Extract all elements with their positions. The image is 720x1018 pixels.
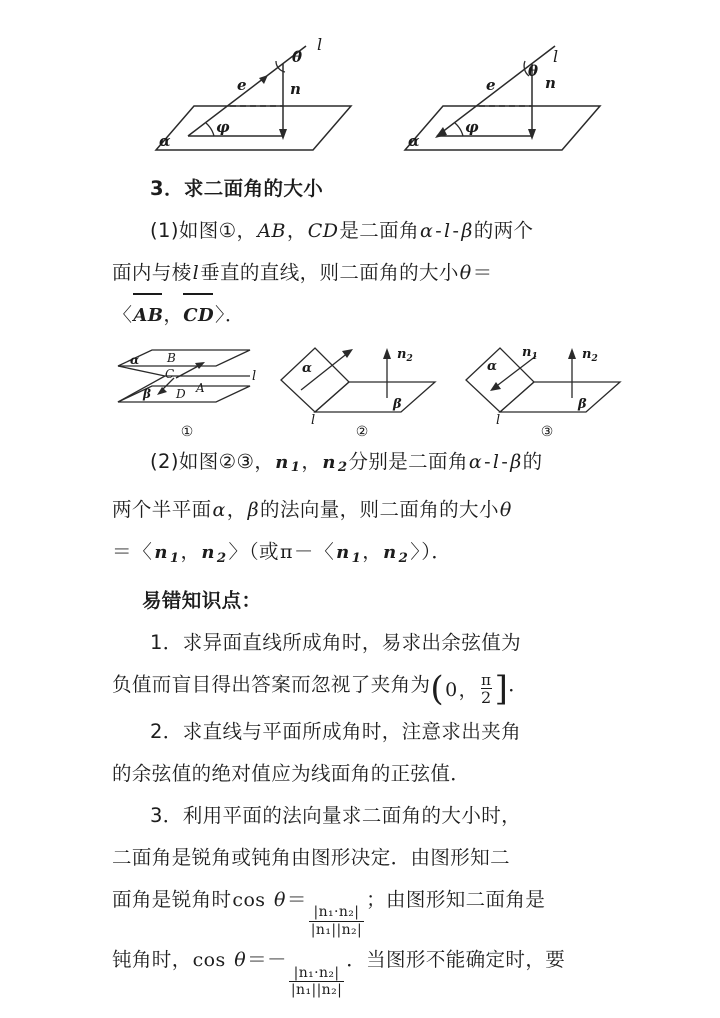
item1-theta: θ bbox=[459, 262, 472, 284]
figure1-caption: ① bbox=[180, 424, 194, 440]
section3-heading: 3．求二面角的大小 bbox=[150, 177, 324, 200]
interval-comma: ， bbox=[458, 678, 478, 701]
cos-label-1: cos bbox=[232, 888, 266, 911]
item2-line2a: 两个半平面 bbox=[112, 498, 212, 522]
item1-line2a: 面内与棱 bbox=[112, 261, 192, 284]
item1-tail: 的两个 bbox=[473, 219, 534, 242]
item1-dash1: - bbox=[435, 220, 443, 242]
figure3-caption: ③ bbox=[540, 424, 554, 440]
item2-minus: － bbox=[293, 540, 314, 564]
pitfall-1-text2: 负值而盲目得出答案而忽视了夹角为 bbox=[112, 672, 431, 696]
item2-line3-comma: ， bbox=[180, 540, 201, 564]
pitfall-2-number: 2． bbox=[150, 719, 183, 743]
item2-line3-end: ）． bbox=[421, 540, 452, 564]
pi-over-two bbox=[478, 673, 495, 706]
pitfall-1-line2 bbox=[112, 665, 622, 710]
item2-n2: n bbox=[322, 452, 336, 473]
item1-eq: ＝ bbox=[472, 261, 493, 284]
pitfall-3-number: 3． bbox=[150, 803, 183, 827]
minus-2: － bbox=[267, 947, 287, 971]
figure1-svg bbox=[110, 340, 265, 426]
item2-l: l bbox=[492, 451, 500, 473]
svg-text:n: n bbox=[545, 74, 556, 92]
figure-dihedral-2 bbox=[275, 340, 450, 440]
item2-n1: n bbox=[275, 452, 289, 473]
item2-tail: 的 bbox=[522, 450, 543, 473]
figure2-svg bbox=[275, 340, 450, 426]
formula-denominator-2: |n₁||n₂| bbox=[290, 982, 343, 999]
item2-mid: 分别是二面角 bbox=[348, 450, 468, 473]
cos-formula-obtuse bbox=[287, 966, 346, 998]
pitfall-3-line4 bbox=[112, 940, 622, 998]
item2-line3-n2-sub: 2 bbox=[216, 550, 227, 566]
top-figure-row bbox=[134, 28, 622, 163]
item2-line3b-n2: n bbox=[383, 542, 397, 564]
item2-line1 bbox=[112, 442, 622, 488]
pitfall-2-text1: 求直线与平面所成角时，注意求出夹角 bbox=[182, 719, 522, 743]
item2-line2 bbox=[112, 490, 622, 530]
item2-line3b-n2-sub: 2 bbox=[398, 550, 409, 566]
svg-text:n2: $n_2$ bbox=[396, 347, 413, 364]
item2-line3b-comma: ， bbox=[362, 540, 383, 564]
svg-text:n1: $n_1$ bbox=[521, 345, 538, 362]
item2-line3b-n1: n bbox=[336, 542, 350, 564]
section3-item1-line3 bbox=[112, 295, 622, 336]
item1-beta: β bbox=[461, 220, 473, 242]
item2-line3-eq: ＝ bbox=[112, 540, 132, 564]
pitfall-3-line2: 二面角是锐角或钝角由图形决定．由图形知二 bbox=[112, 845, 511, 869]
interval-close-bracket: ] bbox=[494, 669, 509, 710]
figure-dihedral-1 bbox=[110, 340, 265, 440]
vector-AB: AB bbox=[133, 296, 163, 336]
pitfall-3-line4a: 钝角时， bbox=[112, 947, 192, 971]
item1-prefix: (1)如图①， bbox=[150, 219, 257, 242]
item2-line3-n2: n bbox=[201, 542, 215, 564]
formula-denominator-1: |n₁||n₂| bbox=[310, 922, 363, 939]
figure-right-svg bbox=[395, 28, 610, 163]
item2-angle-close-2: 〉 bbox=[410, 541, 421, 564]
svg-text:φ: φ bbox=[465, 118, 479, 136]
item2-line3b-n1-sub: 1 bbox=[351, 550, 362, 566]
pitfall-1-text1: 求异面直线所成角时，易求出余弦值为 bbox=[182, 630, 522, 654]
item2-line3 bbox=[112, 532, 622, 578]
svg-text:α: α bbox=[486, 359, 497, 374]
vector-CD: CD bbox=[183, 296, 214, 336]
svg-text:l: l bbox=[495, 413, 500, 426]
item1-comma: ， bbox=[286, 219, 307, 242]
svg-text:l: l bbox=[310, 413, 315, 426]
formula-numerator-1: |n₁·n₂| bbox=[313, 904, 360, 921]
item2-line2-comma: ， bbox=[226, 498, 247, 522]
theta-2: θ bbox=[234, 948, 247, 971]
item2-n1-sub: 1 bbox=[290, 460, 301, 476]
pitfall-1-line1 bbox=[112, 623, 622, 663]
item2-line2-beta: β bbox=[247, 499, 260, 522]
item1-dash2: - bbox=[452, 220, 460, 242]
item1-l: l bbox=[444, 220, 451, 242]
figure-line-plane-angle-left bbox=[146, 28, 361, 163]
svg-text:θ: θ bbox=[528, 62, 539, 80]
section3-item1-line1 bbox=[112, 211, 622, 251]
item2-n2-sub: 2 bbox=[337, 460, 348, 476]
item2-line2b: 的法向量，则二面角的大小 bbox=[260, 498, 499, 522]
svg-text:n: n bbox=[290, 80, 301, 98]
svg-text:B: B bbox=[166, 351, 176, 365]
item2-beta: β bbox=[510, 451, 522, 473]
pitfall-3-text1: 利用平面的法向量求二面角的大小时， bbox=[182, 803, 522, 827]
section3-item1-line2 bbox=[112, 253, 622, 293]
svg-text:α: α bbox=[301, 361, 312, 376]
pitfall-1-number: 1． bbox=[150, 630, 183, 654]
figure-left-svg bbox=[146, 28, 361, 163]
svg-text:e: e bbox=[237, 76, 247, 94]
item1-line3-comma: ， bbox=[163, 303, 184, 326]
svg-text:n2: $n_2$ bbox=[581, 347, 598, 364]
svg-text:β: β bbox=[577, 397, 587, 412]
item1-angle-open: 〈 bbox=[113, 304, 133, 326]
item2-line2-theta: θ bbox=[499, 499, 512, 522]
svg-text:A: A bbox=[195, 381, 205, 395]
svg-text:φ: φ bbox=[216, 118, 230, 136]
pitfall-3-line3 bbox=[112, 880, 622, 938]
figure3-svg bbox=[460, 340, 635, 426]
page-content bbox=[112, 28, 622, 1000]
pitfall-3-line1 bbox=[112, 796, 622, 836]
item2-angle-open: 〈 bbox=[132, 541, 153, 564]
item1-AB: AB bbox=[257, 220, 286, 242]
svg-text:β: β bbox=[392, 397, 402, 412]
pitfall-3-line3a: 面角是锐角时 bbox=[112, 887, 232, 911]
pitfalls-heading: 易错知识点： bbox=[142, 588, 262, 612]
item2-angle-open-2: 〈 bbox=[314, 541, 335, 564]
item2-line2-alpha: α bbox=[212, 499, 226, 522]
pi-denominator: 2 bbox=[480, 688, 492, 708]
pitfall-1-end: ． bbox=[508, 672, 529, 696]
item2-line3-n1: n bbox=[154, 542, 168, 564]
item1-line2-l: l bbox=[192, 262, 200, 284]
svg-text:C: C bbox=[164, 367, 174, 381]
item1-angle-close: 〉． bbox=[215, 304, 245, 326]
svg-text:l: l bbox=[553, 47, 559, 66]
item2-dash2: - bbox=[501, 451, 509, 473]
item1-alpha: α bbox=[419, 220, 434, 242]
svg-text:α: α bbox=[159, 132, 171, 150]
theta-1: θ bbox=[274, 888, 286, 911]
cos-formula-acute bbox=[307, 905, 366, 937]
figure-dihedral-3 bbox=[460, 340, 635, 440]
svg-text:D: D bbox=[175, 387, 186, 401]
item2-dash1: - bbox=[484, 451, 491, 473]
pitfall-3-line3b: ；由图形知二面角是 bbox=[366, 887, 546, 911]
eq-2: ＝ bbox=[247, 947, 267, 971]
item2-comma: ， bbox=[301, 450, 322, 473]
formula-numerator-2: |n₁·n₂| bbox=[293, 964, 340, 981]
item1-line2b: 垂直的直线，则二面角的大小 bbox=[200, 261, 459, 284]
interval-open-paren: ( bbox=[430, 669, 445, 710]
item2-alpha: α bbox=[468, 451, 483, 473]
item2-prefix: (2)如图②③， bbox=[150, 450, 275, 473]
mid-figure-row bbox=[122, 340, 622, 440]
svg-text:l: l bbox=[317, 35, 323, 54]
svg-text:β: β bbox=[142, 387, 151, 401]
figure2-caption: ② bbox=[355, 424, 369, 440]
pitfall-2-line2: 的余弦值的绝对值应为线面角的正弦值． bbox=[112, 761, 471, 785]
item1-CD: CD bbox=[307, 220, 339, 242]
item2-pi: π bbox=[279, 541, 293, 564]
svg-text:e: e bbox=[486, 76, 496, 94]
interval-notation bbox=[430, 670, 508, 710]
pi-numerator: π bbox=[481, 671, 492, 690]
pitfall-2-line1 bbox=[112, 712, 622, 752]
svg-text:θ: θ bbox=[292, 48, 303, 66]
cos-label-2: cos bbox=[192, 948, 226, 971]
svg-text:l: l bbox=[251, 369, 256, 384]
item2-angle-close: 〉 bbox=[228, 541, 248, 564]
pitfall-3-line4b: ．当图形不能确定时，要 bbox=[346, 947, 566, 971]
figure-line-plane-angle-right bbox=[395, 28, 610, 163]
item2-line3-n1-sub: 1 bbox=[169, 550, 180, 566]
item2-or-open: （或 bbox=[248, 540, 279, 564]
item1-mid: 是二面角 bbox=[339, 219, 419, 242]
interval-zero: 0 bbox=[445, 678, 458, 701]
svg-text:α: α bbox=[408, 132, 420, 150]
eq-1: ＝ bbox=[286, 887, 307, 911]
svg-text:α: α bbox=[129, 353, 139, 367]
